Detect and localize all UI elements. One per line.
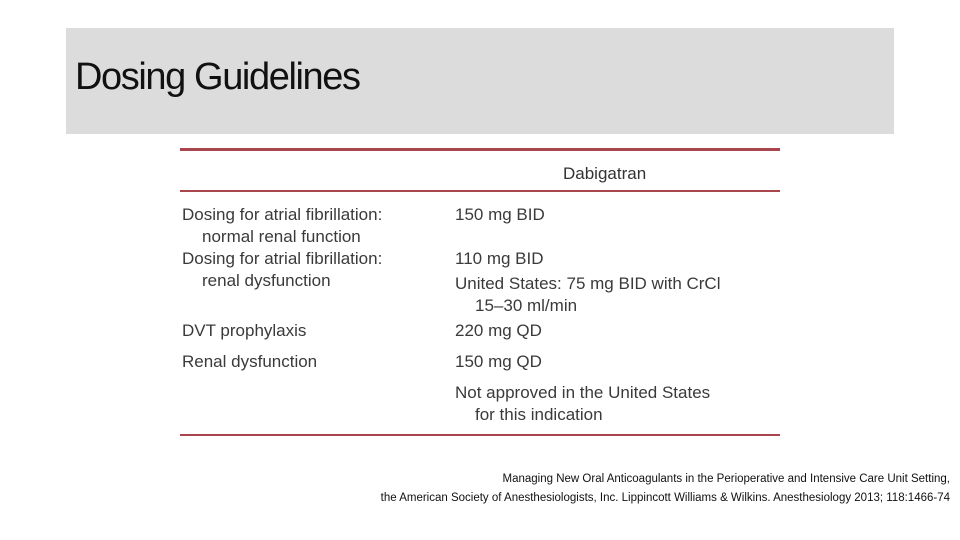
row-label-line: Dosing for atrial fibrillation: xyxy=(182,249,383,268)
row-value-dvt xyxy=(455,320,542,342)
row-value-subline: 15–30 ml/min xyxy=(475,296,578,315)
table-top-rule xyxy=(180,148,780,151)
dosing-table xyxy=(180,148,780,438)
row-value-line: Not approved in the United States xyxy=(455,383,711,402)
row-label-line: Dosing for atrial fibrillation: xyxy=(182,205,383,224)
row-value-line: 150 mg BID xyxy=(455,205,545,224)
row-label-subline: renal dysfunction xyxy=(202,271,331,290)
row-value-line: 110 mg BID xyxy=(455,249,544,268)
citation xyxy=(250,470,950,508)
row-label-line: DVT prophylaxis xyxy=(182,321,307,340)
row-label-renal xyxy=(182,351,317,373)
column-header-dabigatran: Dabigatran xyxy=(563,164,647,183)
row-value-line: 220 mg QD xyxy=(455,321,542,340)
row-value-renal xyxy=(455,351,710,426)
row-value-subline: for this indication xyxy=(475,405,603,424)
row-label-subline: normal renal function xyxy=(202,227,361,246)
row-value-line: United States: 75 mg BID with CrCl xyxy=(455,274,721,293)
row-label-dvt xyxy=(182,320,306,342)
row-label-line: Renal dysfunction xyxy=(182,352,318,371)
row-value-af-normal xyxy=(455,204,545,226)
citation-line: the American Society of Anesthesiologists, Inc. Lippincott Williams & Wilkins. Anesthesiology 2013; 118:1466-74 xyxy=(380,492,950,504)
row-value-af-renal xyxy=(455,248,720,317)
table-header-rule xyxy=(180,190,780,192)
row-label-af-renal xyxy=(182,248,382,292)
row-label-af-normal xyxy=(182,204,382,248)
citation-line: Managing New Oral Anticoagulants in the Perioperative and Intensive Care Unit Setting, xyxy=(502,473,950,485)
table-bottom-rule xyxy=(180,434,780,436)
slide-title: Dosing Guidelines xyxy=(75,56,360,98)
row-value-line: 150 mg QD xyxy=(455,352,542,371)
title-band xyxy=(66,28,894,134)
